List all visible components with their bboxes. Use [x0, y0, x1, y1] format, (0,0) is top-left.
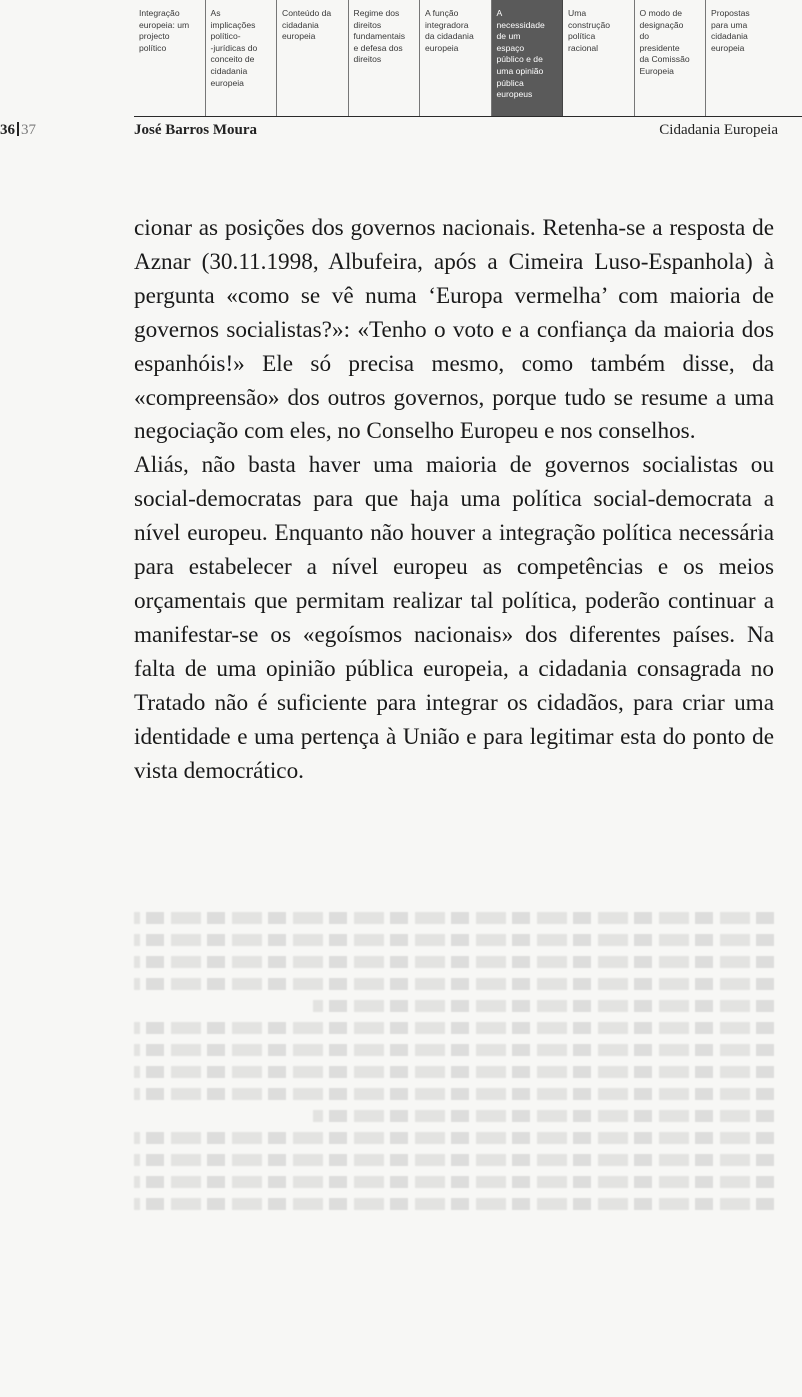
paragraph-1: cionar as posições dos governos nacionais. Retenha-se a resposta de Aznar (30.11.1998, Albufeira, após a Cimeira Luso-Espanhola) à pergunta «como se vê numa ‘Europa vermelha’ com maioria de governos socialistas?»: «Tenho o voto e a confiança da maioria dos espanhóis!» Ele só precisa mesmo, como também disse, da «compreensão» dos outros governos, porque tudo se resume a uma negociação com eles, no Conselho Europeu e nos conselhos. [134, 215, 774, 445]
chapter-tab-1: Integração europeia: um projecto político [134, 0, 206, 116]
chapter-tab-4: Regime dos direitos fundamentais e defesa dos direitos [349, 0, 421, 116]
page-number-current: 36 [0, 122, 15, 138]
show-through-line [134, 978, 774, 990]
page-number-facing: 37 [21, 122, 36, 138]
running-head-title: Cidadania Europeia [659, 122, 778, 138]
show-through-line [134, 1066, 774, 1078]
show-through-line [134, 1044, 774, 1056]
show-through-text [134, 902, 774, 1220]
show-through-line [134, 934, 774, 946]
body-text [134, 212, 774, 788]
chapter-tab-6-active: A necessidade de um espaço público e de uma opinião pública europeus [492, 0, 564, 116]
page-numbers [0, 122, 36, 139]
show-through-line [134, 1022, 774, 1034]
show-through-line [134, 956, 774, 968]
show-through-line [134, 1176, 774, 1188]
show-through-line [134, 1198, 774, 1210]
chapter-tab-9: Propostas para uma cidadania europeia [711, 8, 750, 53]
chapter-tab-2: As implicações político- -jurídicas do conceito de cidadania europeia [206, 0, 278, 116]
chapter-tab-8: O modo de designação do presidente da Comissão Europeia [635, 0, 707, 116]
show-through-line [134, 1154, 774, 1166]
show-through-line [313, 1000, 774, 1012]
chapter-tab-7: Uma construção política racional [563, 0, 635, 116]
show-through-line [134, 912, 774, 924]
show-through-line [134, 1088, 774, 1100]
paragraph-2: Aliás, não basta haver uma maioria de governos socialistas ou social-democratas para que haja uma política social-democrata a nível europeu. Enquanto não houver a integração política necessária para estabelecer a nível europeu as competências e os meios orçamentais que permitam realizar tal política, poderão continuar a manifestar-se os «egoísmos nacionais» dos diferentes países. Na falta de uma opinião pública europeia, a cidadania consagrada no Tratado não é suficiente para integrar os cidadãos, para criar uma identidade e uma pertença à União e para legitimar esta do ponto de vista democrático. [134, 452, 774, 784]
chapter-tabs [134, 0, 802, 117]
chapter-tab-3: Conteúdo da cidadania europeia [277, 0, 349, 116]
show-through-line [134, 1132, 774, 1144]
show-through-line [313, 1110, 774, 1122]
chapter-tab-5: A função integradora da cidadania europeia [420, 0, 492, 116]
running-head-author: José Barros Moura [134, 122, 258, 138]
page-number-divider [17, 122, 19, 136]
